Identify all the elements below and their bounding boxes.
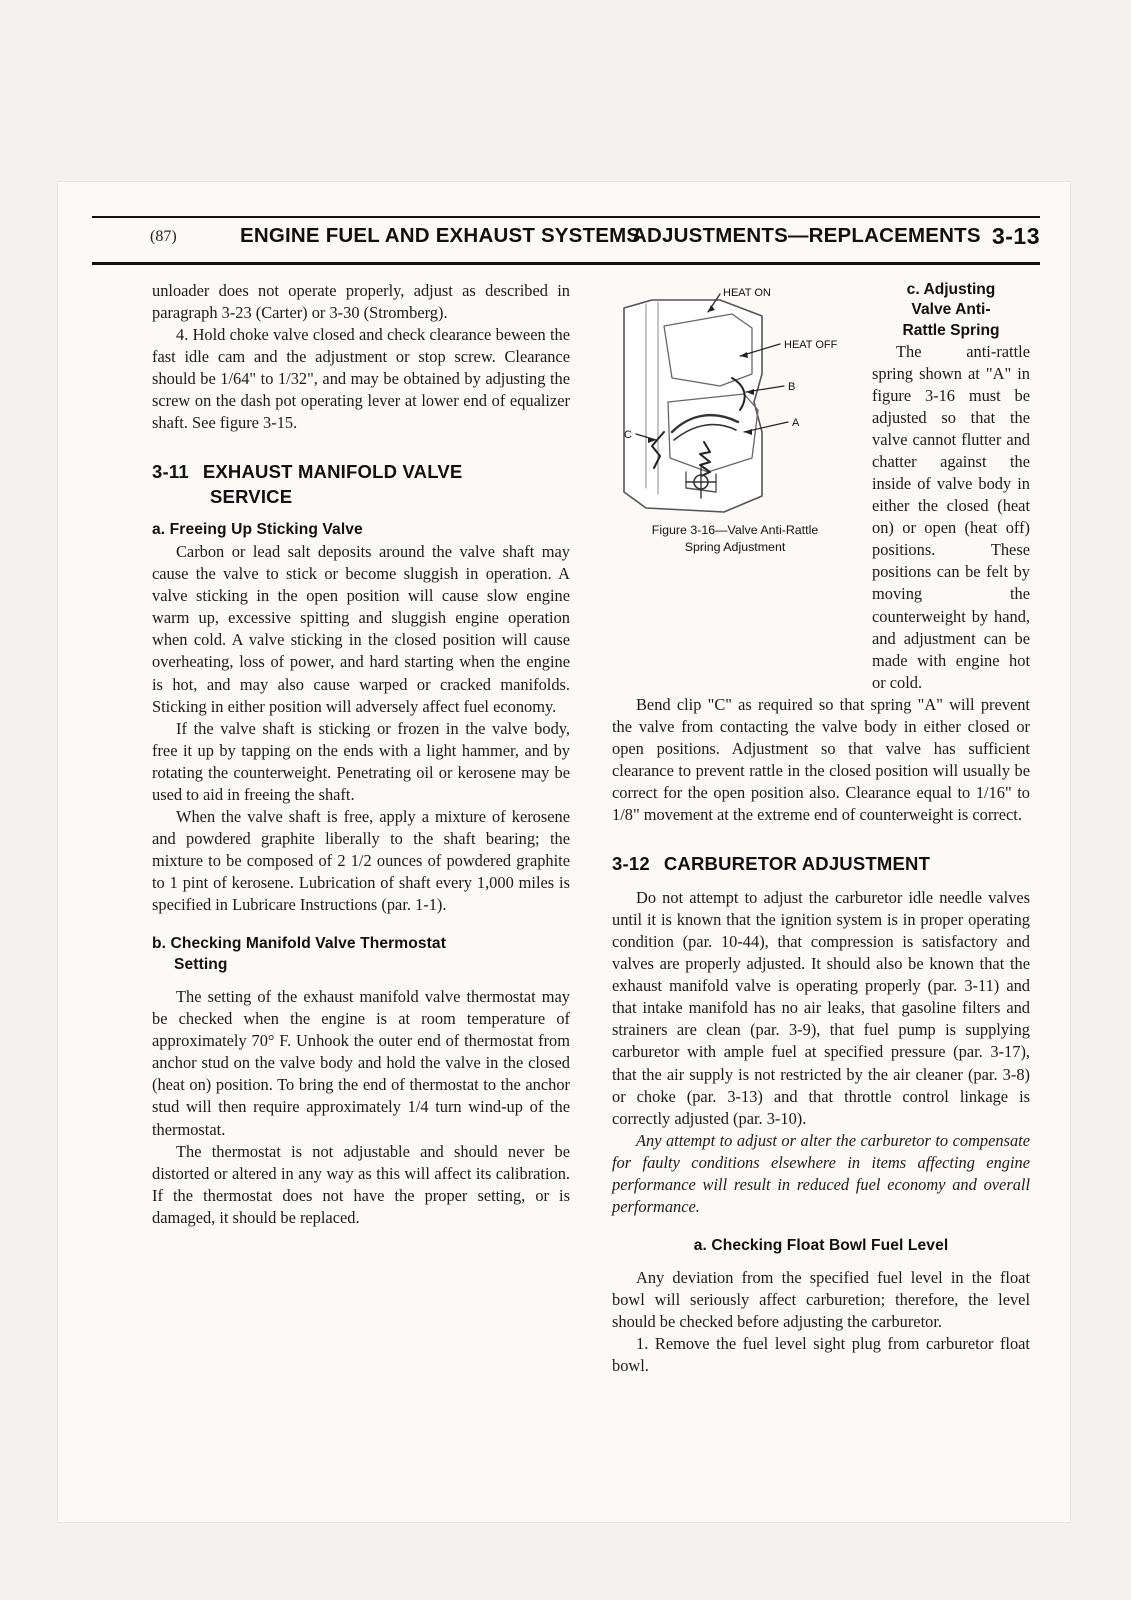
figure-label-b: B bbox=[788, 381, 796, 393]
subheading-c-label: c. bbox=[906, 281, 920, 298]
section-title: EXHAUST MANIFOLD VALVE bbox=[202, 461, 463, 483]
subheading-b-title: Checking Manifold Valve Thermostat bbox=[170, 935, 446, 953]
subheading-a-title: Freeing Up Sticking Valve bbox=[169, 521, 363, 539]
paragraph-left-2: 4. Hold choke valve closed and check clearance beween the fast idle cam and the adjustment or stop screw. Clearance should be 1/64" to 1/32", and may be obtained by adjusting the screw on the dash pot operating lever at lower end of equalizer shaft. See figure 3-15. bbox=[152, 325, 570, 433]
subheading-right-a-label: a. bbox=[693, 1236, 707, 1254]
paragraph-right-2: Bend clip "C" as required so that spring "A" will prevent the valve from contacting the valve body in either closed or open positions. Adjustment so that valve has sufficient clearance to prevent rattle in the closed position will usually be correct for the open position also. Clearance equal to 1/16" to 1/8" movement at the extreme end of counterweight is correct. bbox=[612, 694, 1030, 825]
figure-caption-line-2: Spring Adjustment bbox=[684, 539, 786, 554]
paragraph-left-6: The setting of the exhaust manifold valve thermostat may be checked when the engine is at room temperature of approximately 70° F. Unhook the outer end of thermostat from anchor stud on the valve body and hold the valve in the closed (heat on) position. To bring the end of thermostat to the anchor stud will then require approximately 1/4 turn wind-up of the thermostat. bbox=[152, 987, 570, 1139]
header-bottom-rule bbox=[92, 262, 1040, 265]
subheading-c-line-3: Rattle Spring bbox=[902, 321, 1000, 339]
subheading-c-line-1 bbox=[872, 280, 1030, 300]
subheading-c bbox=[872, 280, 1030, 341]
section-heading-3-11 bbox=[152, 460, 570, 510]
subheading-c-line-2: Valve Anti- bbox=[911, 301, 991, 319]
subheading-b bbox=[152, 934, 570, 976]
right-column bbox=[612, 280, 1030, 1377]
header-page-number: 3-13 bbox=[991, 223, 1040, 249]
paragraph-left-5: When the valve shaft is free, apply a mixture of kerosene and powdered graphite liberally to the shaft bearing; the mixture to be composed of 2 1/2 ounces of powdered graphite to 1 pint of kerosene. Lubrication of shaft every 1,000 miles is specified in Lubricare Instructions (par. 1-1). bbox=[152, 806, 570, 915]
paragraph-left-7: The thermostat is not adjustable and should never be distorted or altered in any way as this will affect its calibration. If the thermostat does not have the proper setting, or is damaged, it should be replaced. bbox=[152, 1141, 570, 1227]
figure-label-heat-off: HEAT OFF bbox=[784, 339, 838, 351]
section-title-continued: SERVICE bbox=[210, 486, 293, 508]
valve-anti-rattle-diagram bbox=[612, 282, 858, 518]
section-title-3-12: CARBURETOR ADJUSTMENT bbox=[663, 853, 931, 875]
header-title: ENGINE FUEL AND EXHAUST SYSTEMS bbox=[240, 224, 641, 247]
left-column bbox=[152, 280, 570, 1229]
subheading-right-a-title: Checking Float Bowl Fuel Level bbox=[711, 1236, 949, 1254]
header-folio: (87) bbox=[150, 228, 177, 245]
page-header bbox=[92, 224, 1040, 258]
figure-label-c: C bbox=[624, 429, 632, 441]
figure-image bbox=[612, 282, 858, 518]
figure-3-16 bbox=[612, 282, 858, 555]
figure-label-heat-on: HEAT ON bbox=[723, 287, 771, 299]
paragraph-left-3: Carbon or lead salt deposits around the valve shaft may cause the valve to stick or become sluggish in operation. A valve sticking in the open position will cause slow engine warm up, excessive spitting and sluggish engine operation when cold. A valve sticking in the closed position will cause overheating, loss of power, and hard starting when the engine is hot, and may also cause warped or cracked manifolds. Sticking in either position will adversely affect fuel economy. bbox=[152, 542, 570, 716]
subheading-a-label: a. bbox=[152, 521, 166, 539]
paragraph-right-1: The anti-rattle spring shown at "A" in figure 3-16 must be adjusted so that the valve cannot flutter and chatter against the inside of valve body in either the closed (heat on) or open (heat off) positions. These positions can be felt by moving the counterweight by hand, and adjustment can be made with engine hot or cold. bbox=[872, 341, 1030, 692]
paragraph-right-3: Do not attempt to adjust the carburetor idle needle valves until it is known that the ignition system is in proper operating condition (par. 10-44), that compression is satisfactory and valves are properly adjusted. It should also be known that the exhaust manifold valve is operating properly (par. 3-11) and that intake manifold has no air leaks, that gasoline filters and strainers are clean (par. 3-9), that fuel pump is supplying carburetor with ample fuel at specified pressure (par. 3-17), that the air supply is not restricted by the air cleaner (par. 3-8) or choke (par. 3-13) and that throttle control linkage is correctly adjusted (par. 3-10). bbox=[612, 888, 1030, 1128]
paragraph-right-4-italic: Any attempt to adjust or alter the carburetor to compensate for faulty conditions elsewhere in items affecting engine performance will result in reduced fuel economy and overall performance. bbox=[612, 1130, 1030, 1216]
subheading-a bbox=[152, 520, 570, 541]
section-number-3-12: 3-12 bbox=[612, 853, 650, 875]
figure-caption bbox=[612, 522, 858, 555]
figure-label-a: A bbox=[792, 417, 800, 429]
section-heading-3-12 bbox=[612, 852, 1030, 877]
section-number: 3-11 bbox=[152, 461, 189, 483]
subheading-c-title: Adjusting bbox=[923, 281, 996, 298]
header-top-rule bbox=[92, 216, 1040, 218]
subheading-b-label: b. bbox=[152, 935, 167, 953]
subheading-b-title-continued: Setting bbox=[174, 956, 228, 974]
figure-caption-line-1: Figure 3-16—Valve Anti-Rattle bbox=[651, 523, 819, 537]
paragraph-left-4: If the valve shaft is sticking or frozen in the valve body, free it up by tapping on the ends with a light hammer, and by rotating the counterweight. Penetrating oil or kerosene may be used to aid in freeing the shaft. bbox=[152, 718, 570, 804]
subheading-right-a bbox=[612, 1236, 1030, 1257]
paragraph-right-6: 1. Remove the fuel level sight plug from carburetor float bowl. bbox=[612, 1334, 1030, 1376]
header-subtitle: ADJUSTMENTS—REPLACEMENTS bbox=[632, 224, 981, 247]
paragraph-right-5: Any deviation from the specified fuel level in the float bowl will seriously affect carburetion; therefore, the level should be checked before adjusting the carburetor. bbox=[612, 1267, 1030, 1332]
paragraph-left-1: unloader does not operate properly, adjust as described in paragraph 3-23 (Carter) or 3-30 (Stromberg). bbox=[152, 281, 570, 323]
